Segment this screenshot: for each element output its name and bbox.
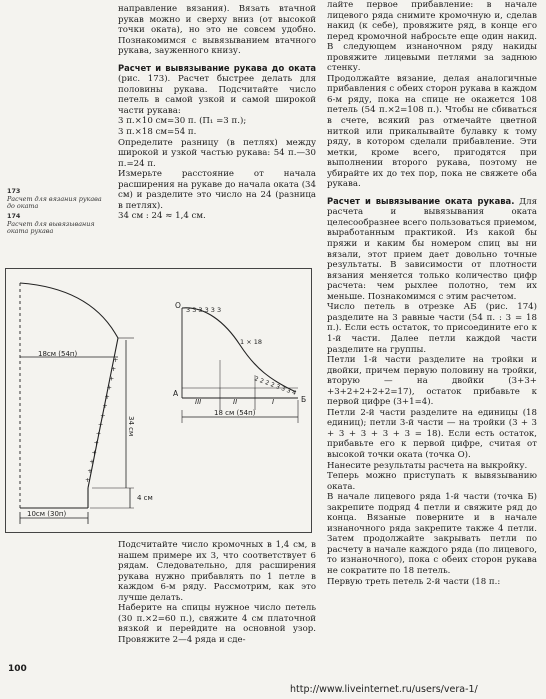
bottom-label: 10см (30п) [27, 510, 67, 518]
part-1-label: I [272, 398, 275, 406]
paragraph [327, 196, 537, 302]
text-column-left-bottom [118, 540, 316, 645]
watermark-url: http://www.liveinternet.ru/users/vera-1/ [290, 684, 478, 695]
section-heading: Расчет и вывязывание рукава до оката [118, 62, 316, 73]
increase-mark: + [97, 420, 104, 429]
cap-width-label: 18 см (54п) [214, 409, 256, 417]
paragraph: Петли 2-й части разделите на единицы (18 единиц); петли 3-й части — на тройки (3 + 3 + 3 + 3 + 3 + 3 = 18). Если есть остаток, прибавьте его к первой цифре, считая от высокой точки оката (точка О). [327, 407, 537, 460]
paragraph: Наберите на спицы нужное число петель (30 п.×2=60 п.), свяжите 4 см платочной вязкой и перейдите на основной узор. Провяжите 2—4 ряда и сде- [118, 603, 316, 645]
width-label: 18см (54п) [38, 350, 78, 358]
figure-caption-text: Расчет для вывязывания оката рукава [7, 219, 95, 236]
paragraph: Подсчитайте число кромочных в 1,4 см, в нашем примере их 3, что соответствует 6 рядам. Следовательно, для расширения рукава нужно прибавлять по 1 петле в каждом 6-м ряду. Рассмотрим, как это лучше делать. [118, 540, 316, 603]
increase-mark: + [102, 402, 108, 411]
paragraph: 3 п.×18 см=54 п. [118, 127, 197, 138]
cuff-label: 4 см [137, 494, 153, 502]
paragraph: Нанесите результаты расчета на выкройку. [327, 460, 528, 471]
figure-number: 173 [7, 187, 21, 195]
paragraph: Измерьте расстояние от начала расширения на рукаве до начала оката (34 см) и разделите это число на 24 (разница в петлях). [118, 169, 316, 211]
figure-number: 174 [7, 212, 21, 220]
increase-mark: + [95, 429, 102, 438]
increase-mark: + [91, 448, 97, 457]
paragraph: направление вязания). Вязать втачной рукав можно и сверху вниз (от высокой точки оката), но это не совсем удобно. Познакомимся с вывязыванием втачного рукава, зауженного книзу. [118, 4, 316, 57]
increase-mark: + [85, 476, 91, 484]
ones-label: 1 × 18 [240, 338, 262, 346]
bottom-digits: 2 2 2 2 3 3 3 4 [253, 375, 297, 397]
page-number: 100 [8, 664, 27, 674]
paragraph-text: (рис. 173). Расчет быстрее делать для половины рукава. Подсчитайте число петель в самой узкой и самой широкой части рукава: [118, 74, 316, 116]
paragraph: Первую треть петель 2-й части (18 п.: [327, 576, 501, 587]
increase-mark: + [113, 356, 119, 364]
point-a-label: А [173, 389, 179, 398]
top-digits: 3 3 3 3 3 3 [186, 306, 222, 314]
increase-mark: + [87, 466, 93, 475]
paragraph: Определите разницу (в петлях) между широкой и узкой частью рукава: 54 п.—30 п.=24 п. [118, 137, 316, 169]
paragraph-text: Для расчета и вывязывания оката целесообразнее всего пользоваться приемом, выработанным практикой. Из какой бы пряжи и каким бы номером спиц вы ни вязали, этот прием дает довольно точные результаты. В зависимости от плотности вязания меняется только количество цифр расчета: чем рыхлее полотно, тем их меньше. Познакомимся с этим расчетом. [327, 196, 538, 302]
point-b-label: Б [301, 395, 307, 404]
cap-curve [182, 308, 296, 392]
part-2-label: II [233, 398, 238, 406]
increase-mark: + [100, 411, 106, 420]
sleeve-cap-curve [20, 283, 118, 338]
part-3-label: III [195, 398, 202, 406]
section-heading: Расчет и вывязывание оката рукава. [327, 195, 515, 206]
paragraph: лайте первое прибавление: в начале лицевого ряда снимите кромочную и, сделав накид (к себе), провяжите ряд, в конце его перед кромочной набросьте еще один накид. В следующем изнаночном ряду накиды провяжите лицевыми петлями за заднюю стенку. [327, 0, 537, 74]
figure-173-drawing [20, 283, 134, 524]
paragraph: 34 см : 24 ≈ 1,4 см. [118, 211, 206, 222]
increase-mark: + [104, 392, 110, 401]
paragraph: Теперь можно приступать к вывязыванию оката. [327, 471, 537, 492]
paragraph: 3 п.×10 см=30 п. (П₁ =3 п.); [118, 116, 247, 127]
paragraph: Продолжайте вязание, делая аналогичные прибавления с обеих сторон рукава в каждом 6-м ряду, пока на спице не окажется 108 петель (54 п.×2=108 п.). Чтобы не сбиваться в счете, всякий раз отмечайте цветной ниткой или прикалывайте булавку к тому ряду, в котором сделали прибавление. Эти метки, кроме всего, пригодятся при выполнении второго рукава, поэтому не убирайте их до тех пор, пока не свяжете оба рукава. [327, 73, 537, 190]
point-o-label: О [175, 301, 181, 310]
increase-mark: + [93, 439, 100, 448]
increase-mark: + [106, 383, 112, 392]
paragraph: В начале лицевого ряда 1-й части (точка Б) закрепите подряд 4 петли и свяжите ряд до конца. Вязаные поверните и в начале изнаночного ряда закрепите также 4 петли. Затем продолжайте закрывать петли по расчету в начале каждого ряда (по лицевого, то изнаночного), пока с обеих сторон рукава не сократите по 18 петель. [327, 492, 537, 576]
increase-mark: + [89, 457, 95, 466]
increase-mark: + [110, 365, 117, 374]
height-label: 34 см [127, 416, 135, 437]
paragraph: Петли 1-й части разделите на тройки и двойки, причем первую половину на тройки, вторую — на двойки (3+3+ +3+2+2+2+2=17), остаток прибавьте к первой цифре (3+1=4). [327, 355, 537, 408]
paragraph: Число петель в отрезке АБ (рис. 174) разделите на 3 равные части (54 п. : 3 = 18 п.). Если есть остаток, то присоедините его к 1-й части. Далее петли каждой части разделите на группы. [327, 302, 537, 355]
increase-mark: + [108, 374, 115, 383]
figure-caption-text: Расчет для вязания рукава до оката [7, 194, 102, 211]
text-column-right [327, 0, 537, 587]
increase-marks [85, 356, 118, 484]
